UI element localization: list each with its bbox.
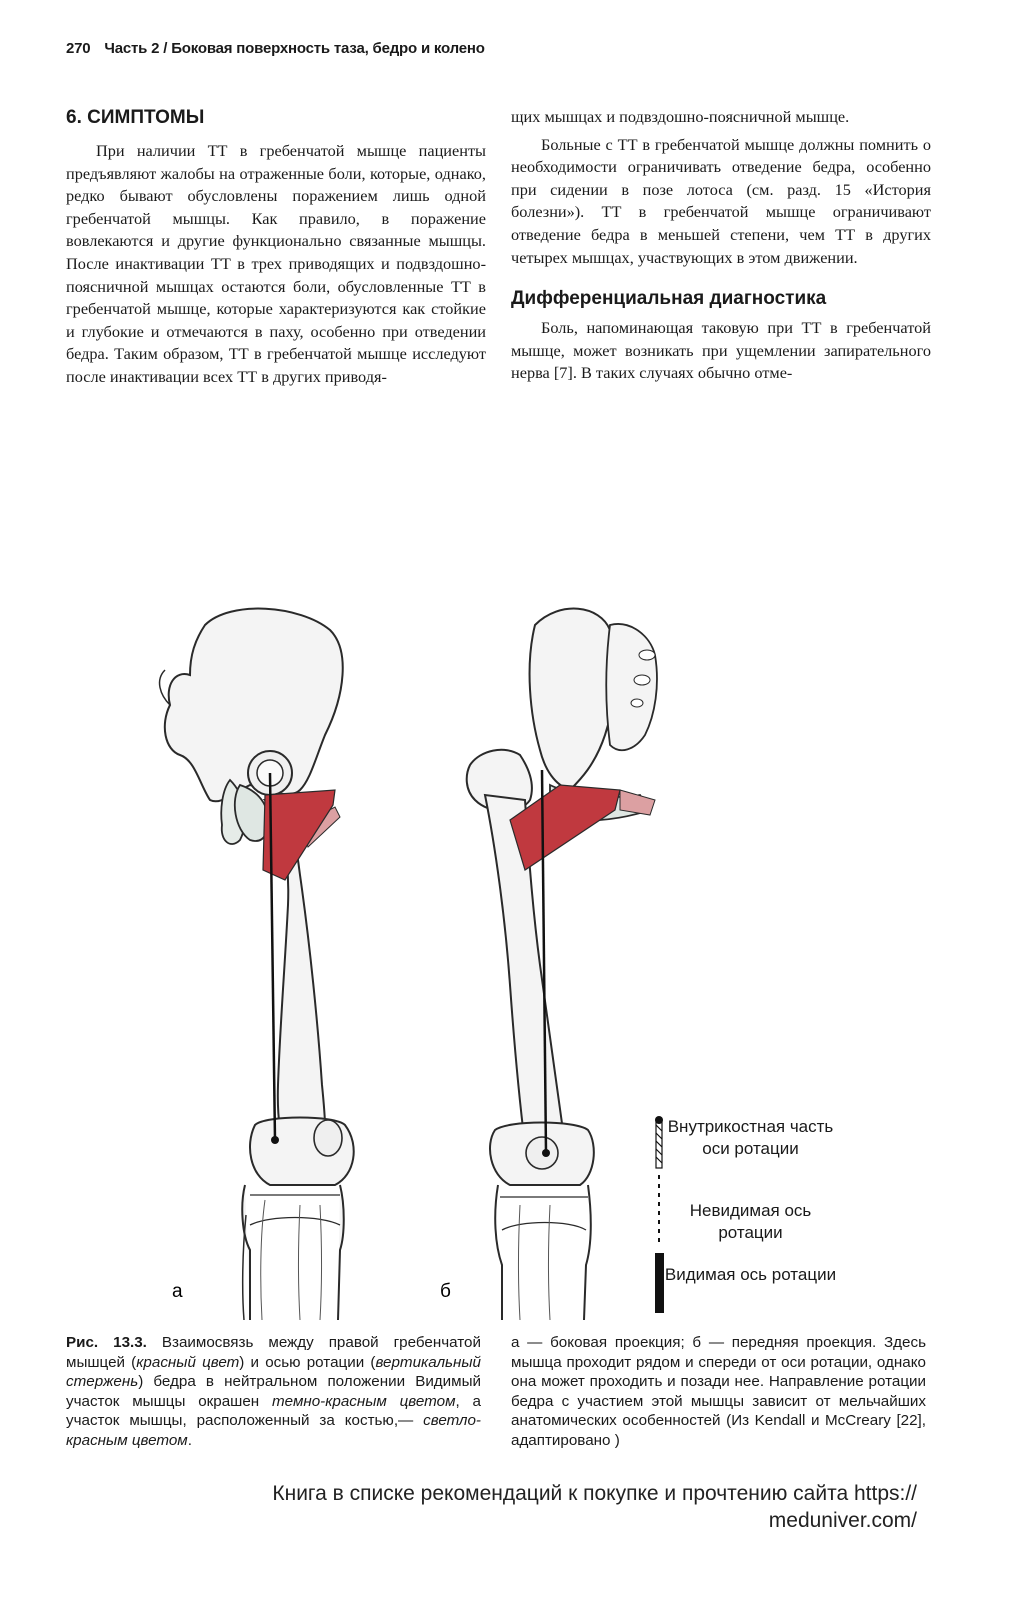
differential-heading: Дифференциальная диагностика	[511, 288, 827, 310]
caption-italic: светло-красным цветом	[66, 1412, 481, 1449]
caption-text: Взаимосвязь между правой гребенчатой мышцей (	[66, 1334, 481, 1371]
tibia-a	[242, 1185, 343, 1320]
label-a: а	[172, 1281, 183, 1302]
section-heading: 6. СИМПТОМЫ	[66, 107, 205, 128]
legend-intraosseous: Внутрикостная часть оси ротации	[667, 1117, 834, 1158]
pelvis-b	[530, 609, 616, 790]
running-head	[66, 40, 485, 57]
differential-paragraph: Боль, напоминающая таковую при ТТ в гребенчатой мышце, может возникать при ущемлении запирательного нерва [7]. В таких случаях обычно отме-	[511, 318, 931, 383]
figure-caption-left	[66, 1333, 481, 1451]
caption-italic: вертикальный стержень	[66, 1353, 482, 1391]
pectineus-light-b	[620, 790, 655, 815]
legend-invisible-axis: Невидимая ось ротации	[689, 1201, 812, 1242]
running-title: Часть 2 / Боковая поверхность таза, бедро и колено	[104, 40, 485, 57]
caption-text: ) бедра в нейтральном положении Видимый участок мышцы окрашен	[66, 1373, 481, 1410]
site-note-line1: Книга в списке рекомендаций к покупке и прочтению сайта https://	[272, 1482, 917, 1505]
legend-visible-axis: Видимая ось ротации	[664, 1265, 837, 1284]
site-note	[117, 1480, 917, 1534]
figure-number: Рис. 13.3.	[66, 1334, 147, 1351]
page-number: 270	[66, 40, 91, 57]
right-column	[511, 106, 931, 385]
view-a-lateral	[160, 609, 354, 1320]
continued-paragraph: щих мышцах и подвздошно-поясничной мышце.	[511, 107, 850, 126]
caption-text: .	[187, 1431, 192, 1449]
caption-text: , а участок мышцы, расположенный за костью,—	[66, 1392, 482, 1430]
sacrum-b	[606, 624, 657, 750]
caption-text: ) и осью ротации (	[239, 1353, 376, 1371]
symptoms-paragraph: При наличии ТТ в гребенчатой мышце пациенты предъявляют жалобы на отраженные боли, которые, однако, редко бывают обусловлены поражением лишь одной гребенчатой мышцы. Как правило, в поражение вовлекаются и другие функционально связанные мышцы. После инактивации ТТ в трех приводящих и подвздошно-поясничной мышцах остаются боли, обусловленные ТТ в гребенчатой мышце, которые характеризуются как стойкие и глубокие и отмечаются в паху, особенно при отведении бедра. Таким образом, ТТ в гребенчатой мышце исследуют после инактивации всех ТТ в других приводя-	[66, 141, 486, 386]
patients-paragraph: Больные с ТТ в гребенчатой мышце должны помнить о необходимости ограничивать отведение бедра, особенно при сидении в позе лотоса (см. разд. 15 «История болезни»). ТТ в гребенчатой мышце ограничивают отведение бедра в меньшей степени, чем ТТ в других четырех мышцах, участвующих в этом движении.	[511, 134, 931, 267]
site-note-line2: meduniver.com/	[768, 1509, 917, 1532]
left-column	[66, 106, 486, 389]
caption-italic: темно-красным цветом	[272, 1392, 456, 1410]
caption-italic: красный цвет	[136, 1353, 240, 1371]
figure-caption-right: а — боковая проекция; б — передняя проекция. Здесь мышца проходит рядом и спереди от оси ротации, однако она может проходить и позади нее. Направление ротации бедра с участием этой мышцы зависит от мельчайших анатомических особенностей (Из Kendall и McCreary [22], адаптировано )	[511, 1334, 926, 1449]
view-b-anterior	[440, 609, 657, 1320]
label-b: б	[440, 1281, 451, 1302]
